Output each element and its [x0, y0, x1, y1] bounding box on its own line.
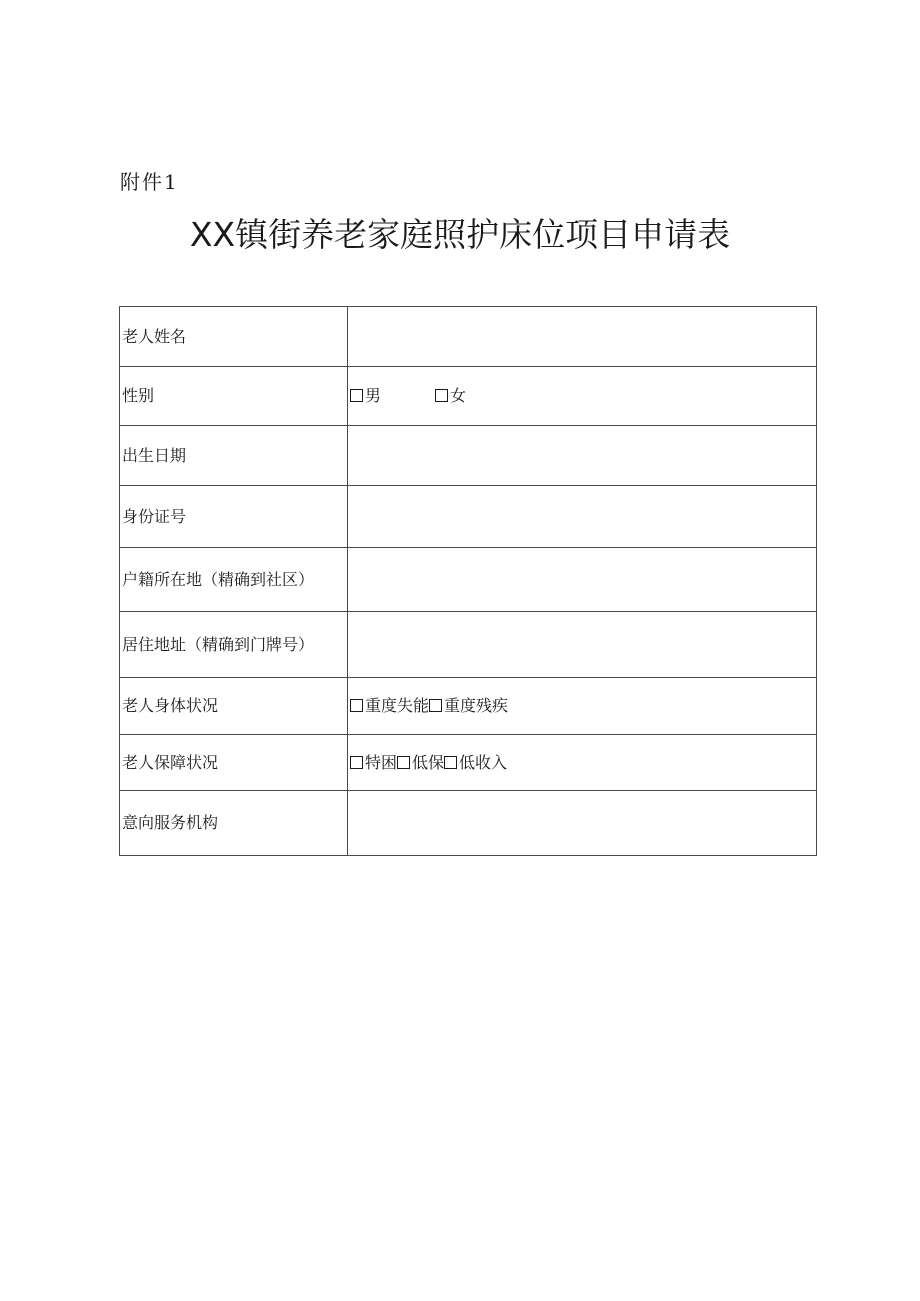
- form-row-security-status: [120, 735, 817, 791]
- checkbox-minimum-living[interactable]: [397, 756, 410, 769]
- form-row-physical-condition: [120, 678, 817, 735]
- field-household-registration[interactable]: [348, 548, 817, 612]
- checkbox-low-income[interactable]: [444, 756, 457, 769]
- label-security-status: 老人保障状况: [120, 735, 348, 791]
- page-title: XX镇街养老家庭照护床位项目申请表: [189, 215, 731, 254]
- checkbox-female[interactable]: [435, 389, 448, 402]
- option-female-label: 女: [450, 386, 467, 405]
- option-low-income[interactable]: [444, 752, 507, 774]
- checkbox-severe-disability-function[interactable]: [350, 699, 363, 712]
- application-form-table: [119, 306, 817, 856]
- option-label: 特困: [365, 752, 398, 772]
- option-male-label: 男: [365, 386, 382, 405]
- option-minimum-living[interactable]: [397, 752, 444, 774]
- label-elder-name: 老人姓名: [120, 307, 348, 367]
- field-residence-address[interactable]: [348, 612, 817, 678]
- form-row-birthdate: [120, 426, 817, 486]
- form-row-service-institution: [120, 791, 817, 856]
- field-birthdate[interactable]: [348, 426, 817, 486]
- option-label: 低保: [412, 752, 445, 772]
- label-service-institution: 意向服务机构: [120, 791, 348, 856]
- checkbox-severe-disability[interactable]: [429, 699, 442, 712]
- field-service-institution[interactable]: [348, 791, 817, 856]
- label-residence-address: 居住地址（精确到门牌号）: [120, 612, 348, 678]
- form-row-gender: [120, 367, 817, 426]
- checkbox-male[interactable]: [350, 389, 363, 402]
- field-id-number[interactable]: [348, 486, 817, 548]
- option-label: 低收入: [459, 752, 508, 772]
- form-row-household-registration: [120, 548, 817, 612]
- field-elder-name[interactable]: [348, 307, 817, 367]
- option-female[interactable]: [435, 385, 466, 407]
- form-row-id-number: [120, 486, 817, 548]
- label-id-number: 身份证号: [120, 486, 348, 548]
- attachment-label: 附件1: [120, 170, 179, 194]
- field-security-status: [348, 735, 817, 791]
- option-extreme-poverty[interactable]: [350, 752, 397, 774]
- option-severe-disability-function[interactable]: [350, 695, 429, 717]
- label-gender: 性别: [120, 367, 348, 426]
- option-male[interactable]: [350, 385, 381, 407]
- field-physical-condition: [348, 678, 817, 735]
- form-row-name: [120, 307, 817, 367]
- label-physical-condition: 老人身体状况: [120, 678, 348, 735]
- form-row-residence-address: [120, 612, 817, 678]
- option-label: 重度残疾: [444, 696, 509, 715]
- field-gender: [348, 367, 817, 426]
- label-household-registration: 户籍所在地（精确到社区）: [120, 548, 348, 612]
- option-severe-disability[interactable]: [429, 695, 508, 717]
- checkbox-extreme-poverty[interactable]: [350, 756, 363, 769]
- option-label: 重度失能: [365, 696, 430, 715]
- label-birthdate: 出生日期: [120, 426, 348, 486]
